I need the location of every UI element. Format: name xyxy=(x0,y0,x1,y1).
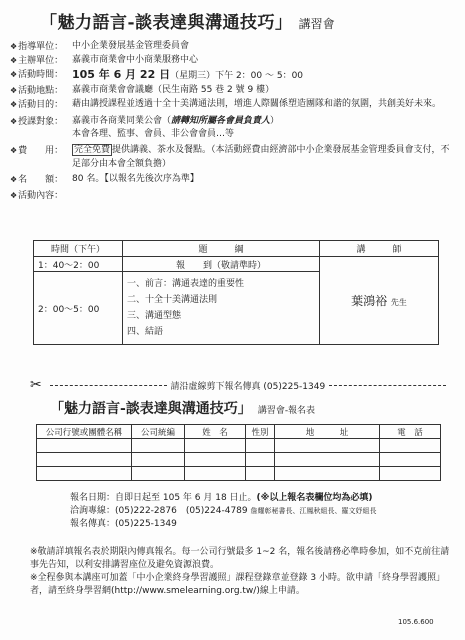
schedule-row xyxy=(34,257,439,272)
info-row-content xyxy=(10,189,456,203)
info-value: 嘉義市商業會中小商業服務中心 xyxy=(72,55,199,66)
info-label: 授課對象： xyxy=(18,117,64,128)
info-value: 本會各理、監事、會員、非公會會員…等 xyxy=(72,129,235,140)
form-blank-row xyxy=(37,453,441,467)
dashed-divider xyxy=(50,385,167,386)
notes xyxy=(30,546,450,598)
info-label: 指導單位： xyxy=(18,42,64,52)
info-row-guide xyxy=(10,40,456,54)
info-label: 名 額： xyxy=(18,174,64,185)
form-title-main: 「魅力語言-談表達與溝通技巧」 xyxy=(50,401,252,417)
bullet-icon: ❖ xyxy=(10,99,18,109)
form-cell[interactable] xyxy=(132,467,185,481)
info-label: 活動目的： xyxy=(18,99,64,110)
topic-item: 四、結語 xyxy=(127,327,164,337)
info-label: 費 用： xyxy=(18,146,64,157)
schedule-time: 2：00～5：00 xyxy=(34,272,123,345)
contact-phones: (05)222-2876 (05)224-4789 xyxy=(115,506,248,516)
form-cell[interactable] xyxy=(185,467,246,481)
bullet-icon: ❖ xyxy=(10,174,18,184)
info-value: ） xyxy=(270,116,280,127)
cut-line xyxy=(30,378,450,392)
form-header: 姓 名 xyxy=(185,425,246,439)
bullet-icon: ❖ xyxy=(10,70,18,80)
form-cell[interactable] xyxy=(246,439,275,453)
form-blank-row xyxy=(37,439,441,453)
info-row-target xyxy=(10,115,456,141)
form-cell[interactable] xyxy=(37,453,132,467)
info-label: 主辦單位： xyxy=(18,56,64,67)
form-cell[interactable] xyxy=(275,439,380,453)
contact-names: 詹耀彰秘書長、江鳳秋組長、羅文妤組長 xyxy=(250,507,377,515)
bullet-icon: ❖ xyxy=(10,146,18,156)
form-header: 電 話 xyxy=(380,425,441,439)
schedule-table xyxy=(33,240,439,345)
form-header: 性別 xyxy=(246,425,275,439)
bullet-icon: ❖ xyxy=(10,85,18,95)
form-header: 地 址 xyxy=(275,425,380,439)
info-value: 提供講義、茶水及餐點。（本活動經費由經濟部中小企業發展基金管理委員會支付，不足部分由本會全額負擔） xyxy=(72,145,450,169)
info-row-purpose xyxy=(10,98,456,112)
fax-line xyxy=(70,518,450,531)
info-label: 報名日期： xyxy=(70,493,116,503)
form-cell[interactable] xyxy=(246,453,275,467)
info-label: 活動地點： xyxy=(18,85,64,96)
form-title-suffix: 講習會-報名表 xyxy=(257,406,316,416)
event-date: 105 年 6 月 22 日 xyxy=(72,68,171,82)
topic-item: 一、前言：溝通表達的重要性 xyxy=(127,279,245,289)
form-cell[interactable] xyxy=(37,439,132,453)
info-row-quota xyxy=(10,173,456,187)
form-blank-row xyxy=(37,467,441,481)
form-cell[interactable] xyxy=(37,467,132,481)
event-title xyxy=(40,8,440,38)
topic-item: 三、溝通型態 xyxy=(127,311,182,321)
form-header: 公司行號或團體名稱 xyxy=(37,425,132,439)
form-cell[interactable] xyxy=(132,439,185,453)
bullet-icon: ❖ xyxy=(10,42,18,51)
form-cell[interactable] xyxy=(132,453,185,467)
form-title xyxy=(50,398,430,418)
info-value: 中小企業發展基金管理委員會 xyxy=(72,41,190,51)
info-label: 活動時間： xyxy=(18,70,64,81)
info-row-time xyxy=(10,68,456,83)
schedule-topics xyxy=(123,272,320,345)
form-cell[interactable] xyxy=(185,439,246,453)
registration-form-table xyxy=(36,424,441,481)
event-title-suffix: 講習會 xyxy=(298,17,335,31)
scissors-icon: ✂ xyxy=(30,377,42,393)
form-cell[interactable] xyxy=(380,439,441,453)
info-value: 嘉義市各商業同業公會（ xyxy=(72,116,172,127)
speaker-cell xyxy=(320,257,439,345)
info-label: 洽詢專線： xyxy=(70,506,116,516)
form-info xyxy=(70,492,450,531)
event-time: （星期三）下午 2：00 ～ 5：00 xyxy=(170,71,304,82)
form-cell[interactable] xyxy=(380,467,441,481)
cut-instruction: 請沿虛線剪下報名傳真 (05)225-1349 xyxy=(170,381,326,392)
info-value: 80 名。【以報名先後次序為準】 xyxy=(72,173,199,184)
form-header-row xyxy=(37,425,441,439)
info-row-fee xyxy=(10,144,456,170)
schedule-time: 1：40～2：00 xyxy=(34,257,123,272)
topic-item: 二、十全十美溝通法則 xyxy=(127,295,218,305)
speaker-title: 先生 xyxy=(390,298,407,307)
event-title-main: 「魅力語言-談表達與溝通技巧」 xyxy=(40,13,293,33)
info-label: 報名傳真： xyxy=(70,519,116,529)
free-badge: 完全免費 xyxy=(74,145,111,156)
bullet-icon: ❖ xyxy=(10,56,18,66)
form-cell[interactable] xyxy=(275,453,380,467)
schedule-topic: 報 到（敬請準時） xyxy=(123,257,320,272)
fax-number: (05)225-1349 xyxy=(115,519,177,529)
version-code: 105.6.600 xyxy=(398,618,434,626)
form-cell[interactable] xyxy=(275,467,380,481)
dashed-divider xyxy=(329,385,446,386)
form-cell[interactable] xyxy=(380,453,441,467)
info-row-place xyxy=(10,84,456,98)
info-value: 嘉義市商業會會議廳（民生南路 55 巷 2 號 9 樓） xyxy=(72,84,275,95)
schedule-header: 題 綱 xyxy=(123,241,320,257)
event-info xyxy=(10,40,456,203)
contact-line xyxy=(70,505,450,518)
schedule-header: 講 師 xyxy=(320,241,439,257)
bullet-icon: ❖ xyxy=(10,117,18,127)
info-row-host xyxy=(10,54,456,68)
note-item: ※敬請詳填報名表於期限內傳真報名。每一公司行號最多 1~2 名，報名後請務必準時參加，如不克前往請事先告知，以利安排講習座位及避免資源浪費。 xyxy=(30,547,450,570)
deadline-line xyxy=(70,492,450,505)
note-item: ※全程參與本講座可加蓋「中小企業終身學習護照」課程登錄章並登錄 3 小時。欲申請「終身學習護照」者，請至終身學習網(http://www.smelearning.org.tw/)線上申請。 xyxy=(30,573,445,596)
bullet-icon: ❖ xyxy=(10,191,18,201)
form-header: 公司統編 xyxy=(132,425,185,439)
info-label: 活動內容： xyxy=(18,191,64,202)
schedule-header: 時間（下午） xyxy=(34,241,123,257)
form-cell[interactable] xyxy=(185,453,246,467)
info-value: 自即日起至 105 年 6 月 18 日止。 xyxy=(115,493,257,503)
required-note: (※以上報名表欄位均為必填) xyxy=(256,493,373,503)
form-cell[interactable] xyxy=(246,467,275,481)
schedule-header-row xyxy=(34,241,439,257)
info-value: 藉由講授課程並透過十全十美溝通法則，增進人際關係塑造團隊和諧的氛圍，共創美好未來。 xyxy=(72,98,442,109)
info-emphasis: 請轉知所屬各會員負責人 xyxy=(171,116,271,127)
speaker-name: 葉鴻裕 xyxy=(351,294,388,308)
